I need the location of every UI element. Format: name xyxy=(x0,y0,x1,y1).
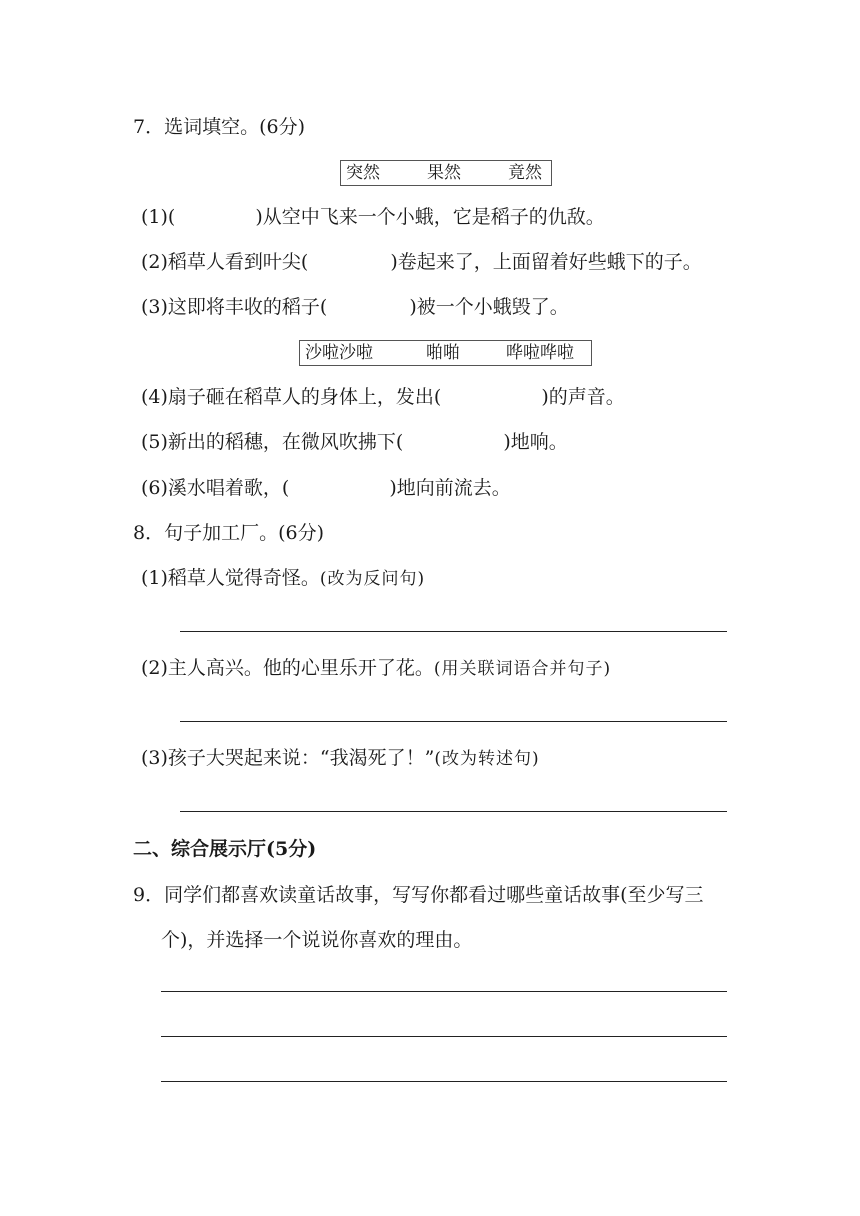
q7-item-6: (6)溪水唱着歌，( )地向前流去。 xyxy=(141,477,511,499)
answer-line[interactable] xyxy=(180,811,727,812)
q7-item-4: (4)扇子砸在稻草人的身体上，发出( )的声音。 xyxy=(141,386,625,408)
answer-line[interactable] xyxy=(161,991,727,992)
answer-line[interactable] xyxy=(161,1081,727,1082)
q8-item-3: (3)孩子大哭起来说：“我渴死了！”(改为转述句) xyxy=(141,747,540,769)
q8-item-1: (1)稻草人觉得奇怪。(改为反问句) xyxy=(141,567,426,589)
q7-item-5: (5)新出的稻穗，在微风吹拂下( )地响。 xyxy=(141,431,568,453)
answer-line[interactable] xyxy=(180,631,727,632)
word-bank-2-word-1: 沙啦沙啦 xyxy=(305,343,373,363)
answer-line[interactable] xyxy=(161,1036,727,1037)
q7-item-2: (2)稻草人看到叶尖( )卷起来了，上面留着好些蛾下的子。 xyxy=(141,251,702,273)
answer-line[interactable] xyxy=(180,721,727,722)
word-bank-1-word-1: 突然 xyxy=(346,163,380,183)
question-7-title: 7．选词填空。(6分) xyxy=(133,116,306,138)
question-9-line-1: 9．同学们都喜欢读童话故事，写写你都看过哪些童话故事(至少写三 xyxy=(133,884,704,906)
word-bank-1 xyxy=(340,160,552,186)
q7-item-1: (1)( )从空中飞来一个小蛾，它是稻子的仇敌。 xyxy=(141,206,605,228)
section-2-heading: 二、综合展示厅(5分) xyxy=(133,838,317,860)
question-8-title: 8．句子加工厂。(6分) xyxy=(133,522,325,544)
word-bank-1-word-3: 竟然 xyxy=(508,163,542,183)
q7-item-3: (3)这即将丰收的稻子( )被一个小蛾毁了。 xyxy=(141,296,569,318)
word-bank-2-word-2: 啪啪 xyxy=(426,343,460,363)
word-bank-2 xyxy=(299,340,592,366)
word-bank-1-word-2: 果然 xyxy=(427,163,461,183)
word-bank-2-word-3: 哗啦哗啦 xyxy=(506,343,574,363)
question-9-line-2: 个)，并选择一个说说你喜欢的理由。 xyxy=(161,929,473,951)
q8-item-2: (2)主人高兴。他的心里乐开了花。(用关联词语合并句子) xyxy=(141,657,612,679)
